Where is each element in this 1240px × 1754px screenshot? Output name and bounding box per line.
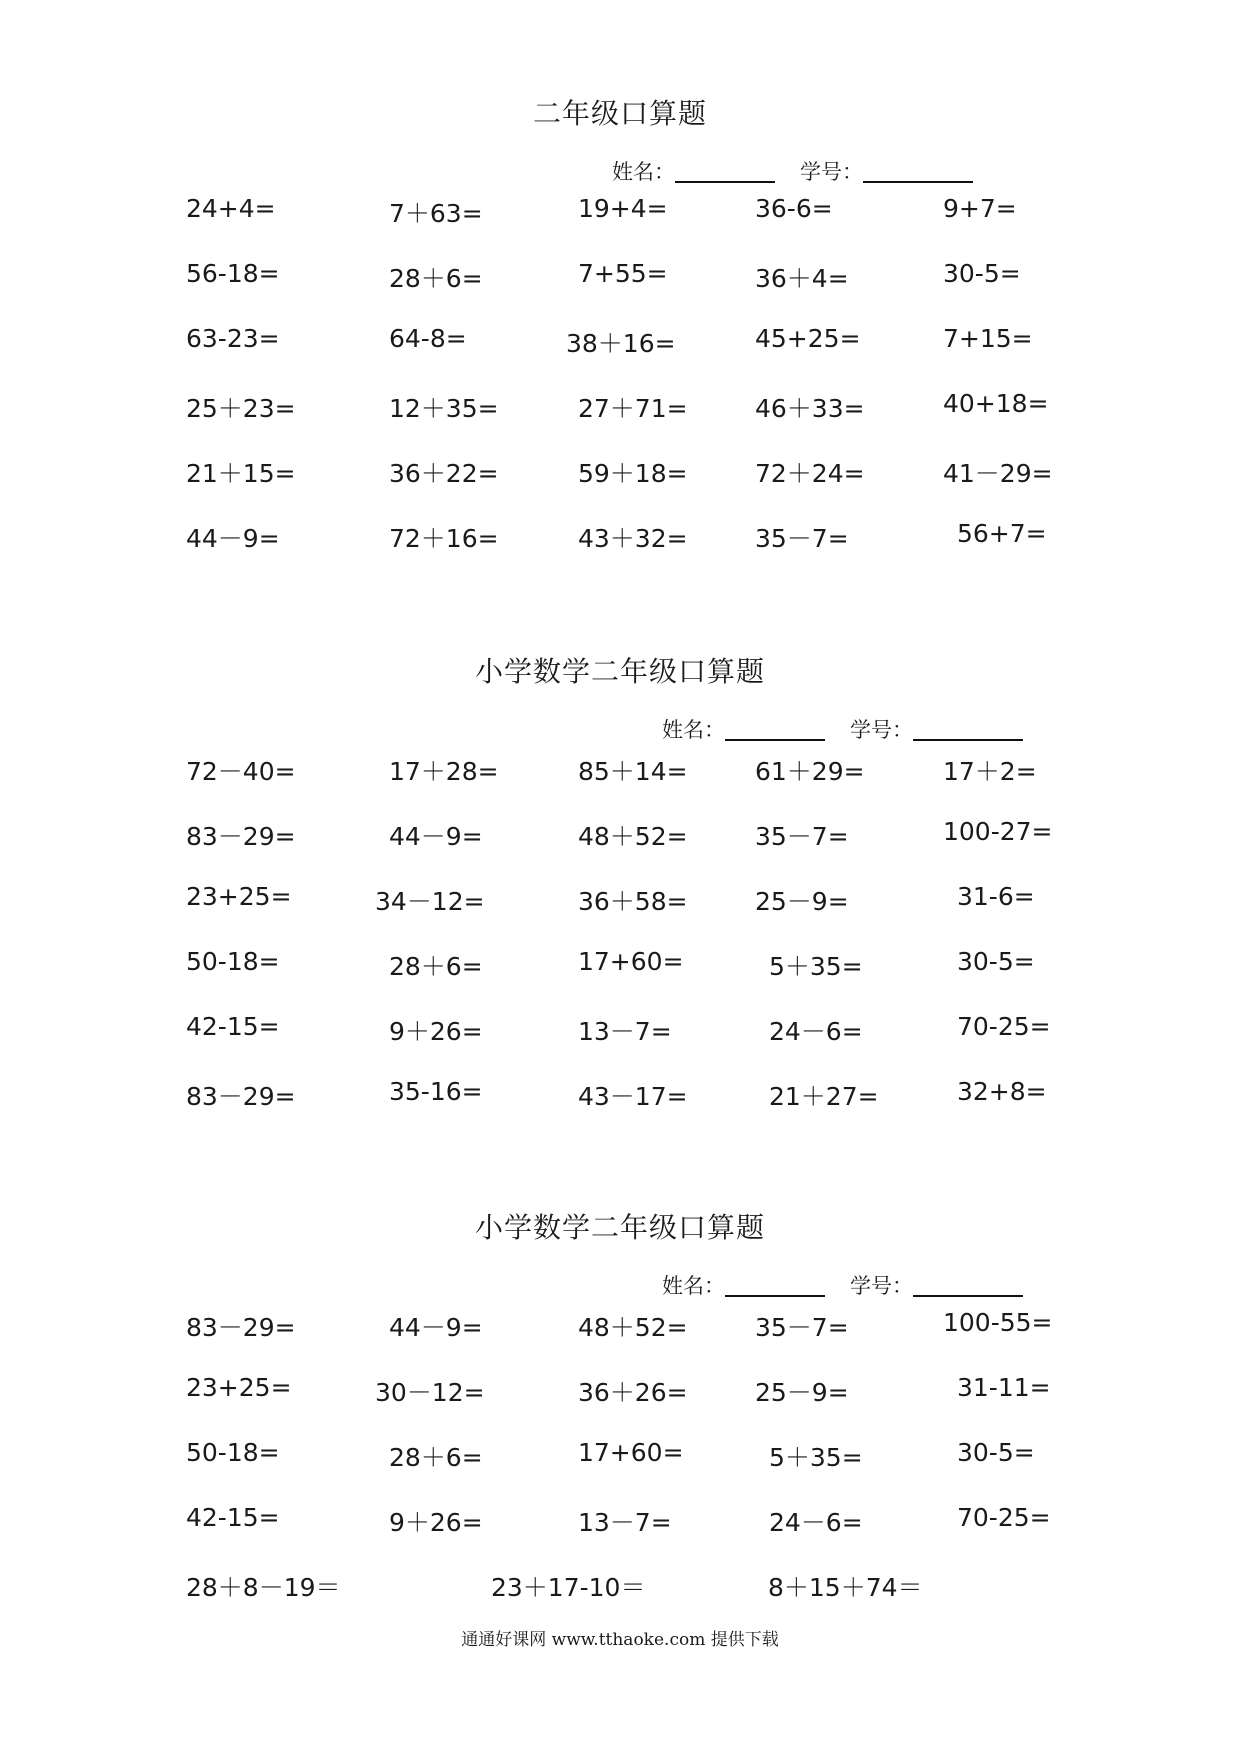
name-field-row <box>662 1270 825 1300</box>
student-id-row <box>800 156 973 186</box>
arithmetic-problem: 100-55= <box>943 1308 1053 1337</box>
arithmetic-problem: 56+7= <box>957 519 1047 548</box>
arithmetic-problem: 36＋26= <box>578 1378 688 1407</box>
arithmetic-problem: 48＋52= <box>578 1313 688 1342</box>
arithmetic-problem: 44－9= <box>389 822 483 851</box>
arithmetic-problem: 24+4= <box>186 194 276 223</box>
arithmetic-problem: 72＋24= <box>755 459 865 488</box>
arithmetic-problem: 72－40= <box>186 757 296 786</box>
arithmetic-problem: 46＋33= <box>755 394 865 423</box>
arithmetic-problem: 5＋35= <box>769 952 863 981</box>
arithmetic-problem: 9＋26= <box>389 1017 483 1046</box>
arithmetic-problem: 31-11= <box>957 1373 1051 1402</box>
name-blank[interactable] <box>675 159 775 183</box>
arithmetic-problem: 27＋71= <box>578 394 688 423</box>
arithmetic-problem: 35－7= <box>755 524 849 553</box>
arithmetic-problem: 30-5= <box>957 1438 1035 1467</box>
page-footer: 通通好课网 www.tthaoke.com 提供下载 <box>461 1630 779 1650</box>
arithmetic-problem: 21＋15= <box>186 459 296 488</box>
arithmetic-problem: 30-5= <box>943 259 1021 288</box>
name-label: 姓名： <box>612 160 675 184</box>
arithmetic-problem: 30-5= <box>957 947 1035 976</box>
arithmetic-problem: 44－9= <box>186 524 280 553</box>
arithmetic-problem: 12＋35= <box>389 394 499 423</box>
name-field-row <box>612 156 775 186</box>
name-field-row <box>662 714 825 744</box>
arithmetic-problem: 44－9= <box>389 1313 483 1342</box>
mixed-arithmetic-problem: 8＋15＋74＝ <box>768 1573 923 1602</box>
arithmetic-problem: 63-23= <box>186 324 280 353</box>
arithmetic-problem: 17+60= <box>578 1438 684 1467</box>
arithmetic-problem: 83－29= <box>186 1082 296 1111</box>
arithmetic-problem: 13－7= <box>578 1017 672 1046</box>
arithmetic-problem: 17＋2= <box>943 757 1037 786</box>
arithmetic-problem: 25－9= <box>755 887 849 916</box>
arithmetic-problem: 43＋32= <box>578 524 688 553</box>
student-id-blank[interactable] <box>913 717 1023 741</box>
section-title: 二年级口算题 <box>532 97 707 130</box>
arithmetic-problem: 70-25= <box>957 1503 1051 1532</box>
arithmetic-problem: 36＋4= <box>755 264 849 293</box>
arithmetic-problem: 42-15= <box>186 1503 280 1532</box>
student-id-blank[interactable] <box>863 159 973 183</box>
arithmetic-problem: 9+7= <box>943 194 1017 223</box>
arithmetic-problem: 7＋63= <box>389 199 483 228</box>
arithmetic-problem: 50-18= <box>186 1438 280 1467</box>
student-id-row <box>850 714 1023 744</box>
arithmetic-problem: 36＋58= <box>578 887 688 916</box>
arithmetic-problem: 7+15= <box>943 324 1033 353</box>
arithmetic-problem: 35－7= <box>755 822 849 851</box>
mixed-arithmetic-problem: 28＋8－19＝ <box>186 1573 341 1602</box>
arithmetic-problem: 42-15= <box>186 1012 280 1041</box>
arithmetic-problem: 38＋16= <box>566 329 676 358</box>
arithmetic-problem: 24－6= <box>769 1017 863 1046</box>
student-id-row <box>850 1270 1023 1300</box>
student-id-label: 学号： <box>800 160 863 184</box>
arithmetic-problem: 56-18= <box>186 259 280 288</box>
mixed-arithmetic-problem: 23＋17-10＝ <box>491 1573 646 1602</box>
arithmetic-problem: 28＋6= <box>389 952 483 981</box>
arithmetic-problem: 19+4= <box>578 194 668 223</box>
arithmetic-problem: 31-6= <box>957 882 1035 911</box>
arithmetic-problem: 64-8= <box>389 324 467 353</box>
arithmetic-problem: 5＋35= <box>769 1443 863 1472</box>
arithmetic-problem: 32+8= <box>957 1077 1047 1106</box>
arithmetic-problem: 45+25= <box>755 324 861 353</box>
name-blank[interactable] <box>725 1273 825 1297</box>
name-label: 姓名： <box>662 718 725 742</box>
arithmetic-problem: 17＋28= <box>389 757 499 786</box>
arithmetic-problem: 36＋22= <box>389 459 499 488</box>
arithmetic-problem: 50-18= <box>186 947 280 976</box>
arithmetic-problem: 40+18= <box>943 389 1049 418</box>
arithmetic-problem: 23+25= <box>186 882 292 911</box>
arithmetic-problem: 28＋6= <box>389 264 483 293</box>
arithmetic-problem: 35-16= <box>389 1077 483 1106</box>
arithmetic-problem: 61＋29= <box>755 757 865 786</box>
arithmetic-problem: 36-6= <box>755 194 833 223</box>
arithmetic-problem: 30－12= <box>375 1378 485 1407</box>
arithmetic-problem: 17+60= <box>578 947 684 976</box>
student-id-label: 学号： <box>850 718 913 742</box>
arithmetic-problem: 21＋27= <box>769 1082 879 1111</box>
name-blank[interactable] <box>725 717 825 741</box>
arithmetic-problem: 25－9= <box>755 1378 849 1407</box>
arithmetic-problem: 25＋23= <box>186 394 296 423</box>
arithmetic-problem: 48＋52= <box>578 822 688 851</box>
arithmetic-problem: 41－29= <box>943 459 1053 488</box>
arithmetic-problem: 28＋6= <box>389 1443 483 1472</box>
arithmetic-problem: 59＋18= <box>578 459 688 488</box>
student-id-label: 学号： <box>850 1274 913 1298</box>
section-title: 小学数学二年级口算题 <box>474 1211 765 1244</box>
arithmetic-problem: 34－12= <box>375 887 485 916</box>
arithmetic-problem: 24－6= <box>769 1508 863 1537</box>
arithmetic-problem: 13－7= <box>578 1508 672 1537</box>
arithmetic-problem: 72＋16= <box>389 524 499 553</box>
arithmetic-problem: 23+25= <box>186 1373 292 1402</box>
student-id-blank[interactable] <box>913 1273 1023 1297</box>
section-title: 小学数学二年级口算题 <box>474 655 765 688</box>
arithmetic-problem: 7+55= <box>578 259 668 288</box>
name-label: 姓名： <box>662 1274 725 1298</box>
arithmetic-problem: 9＋26= <box>389 1508 483 1537</box>
arithmetic-problem: 43－17= <box>578 1082 688 1111</box>
arithmetic-problem: 35－7= <box>755 1313 849 1342</box>
arithmetic-problem: 83－29= <box>186 1313 296 1342</box>
arithmetic-problem: 85＋14= <box>578 757 688 786</box>
arithmetic-problem: 100-27= <box>943 817 1053 846</box>
arithmetic-problem: 83－29= <box>186 822 296 851</box>
arithmetic-problem: 70-25= <box>957 1012 1051 1041</box>
